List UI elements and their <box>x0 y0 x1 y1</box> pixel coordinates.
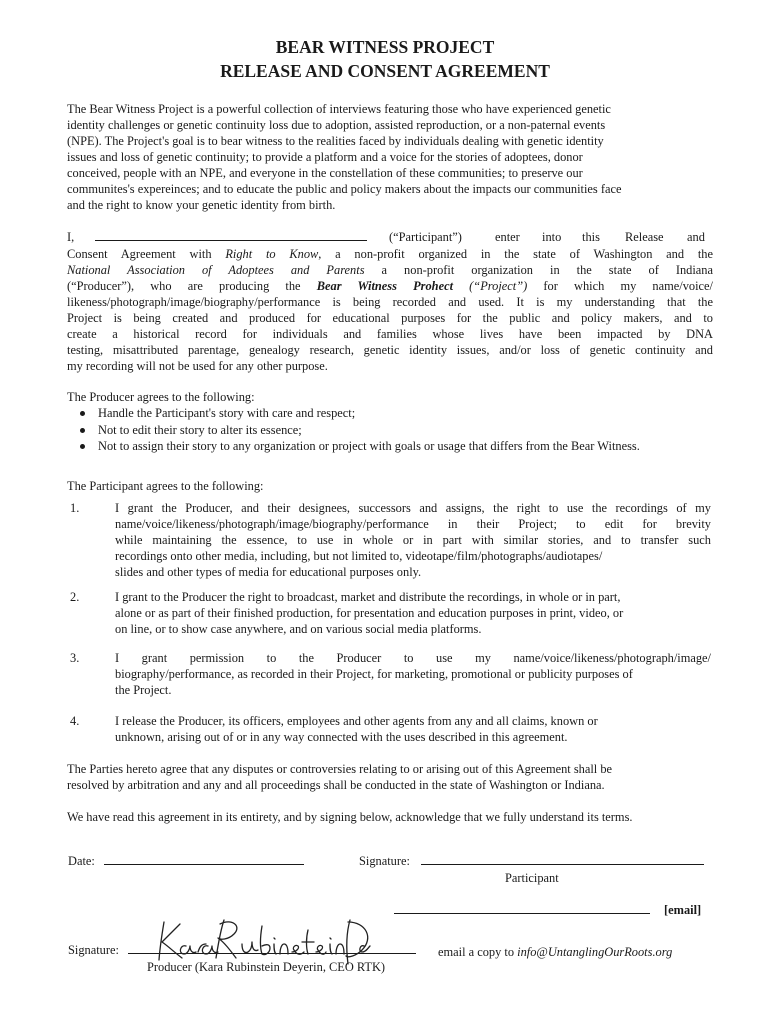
email-label: [email] <box>664 903 702 917</box>
project-name: Bear Witness Prohect <box>316 278 454 293</box>
email-address-link[interactable]: info@UntanglingOurRoots.org <box>517 945 673 959</box>
item-line: unknown, arising out of or in any way connected with the uses described in this agreement. <box>115 730 568 744</box>
participant-agrees-heading: The Participant agrees to the following: <box>67 479 264 493</box>
participant-name-blank[interactable] <box>95 229 367 241</box>
item-number: 3. <box>70 651 80 665</box>
clause-text: Consent Agreement with <box>67 246 226 261</box>
item-number: 1. <box>70 501 80 515</box>
participant-item <box>115 650 711 698</box>
item-number: 2. <box>70 590 80 604</box>
participant-item <box>115 713 711 745</box>
document-title: BEAR WITNESS PROJECT <box>275 37 495 57</box>
intro-line: issues and loss of genetic continuity; to provide a platform and a voice for the stories of adoptees, donor <box>67 150 583 164</box>
participant-email-field[interactable] <box>394 902 650 914</box>
producer-signature-label: Signature: <box>68 943 119 957</box>
clause-line <box>67 246 713 262</box>
org-right-to-know: Right to Know <box>225 246 319 261</box>
participant-item <box>115 500 711 580</box>
intro-paragraph <box>67 101 713 213</box>
acknowledgement: We have read this agreement in its entirety, and by signing below, acknowledge that we fully understand its terms. <box>67 810 633 824</box>
clause-word: enter <box>495 230 520 244</box>
date-field[interactable] <box>104 853 304 865</box>
clause-text: for which my name/voice/ <box>527 278 713 293</box>
participant-name-line <box>67 229 713 246</box>
clause-text: (“Producer”), who are producing the <box>67 278 317 293</box>
item-line: name/voice/likeness/photograph/image/biography/performance in their Project; to edit for brevity <box>115 517 711 531</box>
producer-agrees-list <box>78 405 640 455</box>
intro-line: communites's expereinces; and to educate the public and policy makers about the impacts our communities face <box>67 182 622 196</box>
item-line: on line, or to show case anywhere, and on various social media platforms. <box>115 622 482 636</box>
intro-line: and the right to know your genetic identity from birth. <box>67 198 336 212</box>
clause-line: create a historical record for individuals and families whose lives have been impacted by DNA <box>67 326 713 341</box>
clause-line: testing, misattributed parentage, genealogy research, genetic identity issues, and/or loss of genetic continuity and <box>67 342 713 357</box>
item-line: I release the Producer, its officers, employees and other agents from any and all claims, known or <box>115 714 598 728</box>
disputes-paragraph <box>67 761 713 793</box>
participant-label: (“Participant”) <box>389 230 462 244</box>
email-copy-prefix: email a copy to <box>438 945 518 959</box>
clause-text: a non-profit organization in the state of Indiana <box>364 262 714 277</box>
intro-line: conceived, people with an NPE, and everyone in the constellation of these communities; to preserve our <box>67 166 583 180</box>
list-item: Not to edit their story to alter its essence; <box>78 422 640 439</box>
item-number: 4. <box>70 714 80 728</box>
producer-caption: Producer (Kara Rubinstein Deyerin, CEO RTK) <box>147 960 386 974</box>
clause-i: I, <box>67 230 75 244</box>
clause-line <box>67 262 713 278</box>
participant-signature-field[interactable] <box>421 853 704 865</box>
participant-signature-label: Signature: <box>359 854 410 868</box>
participant-caption: Participant <box>505 871 559 885</box>
item-line: recordings onto other media, including, but not limited to, videotape/film/photographs/audiotapes/ <box>115 549 603 563</box>
document-subtitle: RELEASE AND CONSENT AGREEMENT <box>220 61 550 81</box>
list-item: Handle the Participant's story with care and respect; <box>78 405 640 422</box>
list-item: Not to assign their story to any organization or project with goals or usage that differs from the Bear Witness. <box>78 438 640 455</box>
clause-word: and <box>687 230 705 244</box>
item-line: while maintaining the essence, to use in whole or in part with similar stories, and to transfer such <box>115 533 711 547</box>
item-line: I grant permission to the Producer to use my name/voice/likeness/photograph/image/ <box>115 651 711 665</box>
clause-line: likeness/photograph/image/biography/performance is being recorded and used. It is my understanding that the <box>67 294 713 309</box>
project-label: (“Project”) <box>453 278 528 293</box>
intro-line: identity challenges or genetic continuity loss due to adoption, assisted reproduction, or a non-paternal events <box>67 118 606 132</box>
disputes-line: The Parties hereto agree that any disputes or controversies relating to or arising out of this Agreement shall be <box>67 762 613 776</box>
date-label: Date: <box>68 854 95 868</box>
producer-agrees-heading: The Producer agrees to the following: <box>67 390 255 404</box>
clause-line: Project is being created and produced for educational purposes for the public and policy makers, and to <box>67 310 713 325</box>
item-line: I grant to the Producer the right to broadcast, market and distribute the recordings, in whole or in part, <box>115 590 621 604</box>
item-line: biography/performance, as recorded in their Project, for marketing, promotional or publicity purposes of <box>115 667 633 681</box>
item-line: slides and other types of media for educational purposes only. <box>115 565 422 579</box>
item-line: I grant the Producer, and their designees, successors and assigns, the right to use the recordings of my <box>115 501 711 515</box>
org-naap: National Association of Adoptees and Parents <box>67 262 365 277</box>
clause-text: , a non-profit organized in the state of Washington and the <box>318 246 713 261</box>
clause-line <box>67 278 713 294</box>
intro-line: The Bear Witness Project is a powerful collection of interviews featuring those who have experienced genetic <box>67 102 611 116</box>
disputes-line: resolved by arbitration and any and all proceedings shall be conducted in the state of Washington or Indiana. <box>67 778 605 792</box>
participant-clause <box>67 229 713 374</box>
clause-word: into <box>542 230 562 244</box>
clause-word: Release <box>625 230 664 244</box>
clause-line: my recording will not be used for any other purpose. <box>67 358 328 373</box>
participant-item <box>115 589 711 637</box>
clause-word: this <box>582 230 600 244</box>
email-copy-note <box>438 944 672 960</box>
item-line: the Project. <box>115 683 172 697</box>
intro-line: (NPE). The Project's goal is to bear witness to the realities faced by individuals dealing with genetic identity <box>67 134 604 148</box>
item-line: alone or as part of their finished production, for presentation and education purposes in print, video, or <box>115 606 624 620</box>
